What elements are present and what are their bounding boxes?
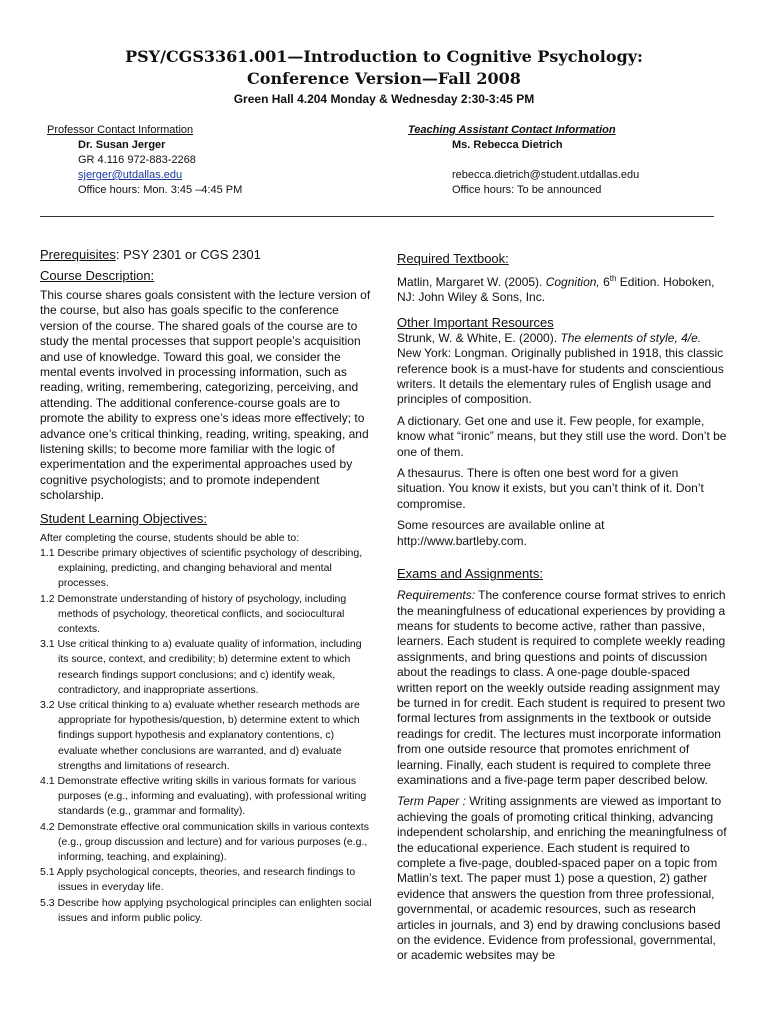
- objective-item: 5.3 Describe how applying psychological principles can enlighten social issues and inform public policy.: [40, 896, 372, 924]
- online-resources: Some resources are available online at http://www.bartleby.com.: [397, 518, 605, 548]
- objective-item: 5.1 Apply psychological concepts, theories, and research findings to issues in everyday life.: [40, 866, 356, 894]
- ta-email: rebecca.dietrich@student.utdallas.edu: [452, 169, 640, 181]
- requirements-label: Requirements:: [397, 588, 476, 603]
- objective-item: 1.2 Demonstrate understanding of history of psychology, including methods of psychology, theoretical conflicts, and sociocultural contexts.: [40, 592, 347, 635]
- class-location: Green Hall 4.204 Monday & Wednesday 2:30-3:45 PM: [233, 92, 535, 106]
- course-description-heading: Course Description:: [40, 268, 155, 283]
- ta-contact: [408, 123, 728, 198]
- ta-heading: Teaching Assistant Contact Information: [408, 124, 616, 136]
- objective-item: 4.2 Demonstrate effective oral communication skills in various contexts (e.g., group discussion and lecture) and for various purposes (e.g., informing, teaching, and explaining).: [40, 820, 369, 863]
- objective-item: 3.1 Use critical thinking to a) evaluate quality of information, including its source, context, and credibility; b) determine extent to which research findings support conclusions; and c) identify weak, contradictory, and inappropriate assertions.: [40, 638, 362, 696]
- prereq-label: Prerequisites: [40, 247, 116, 262]
- dictionary-note: A dictionary. Get one and use it. Few people, for example, know what “ironic” means, but they still use the word. Don’t be one of them.: [397, 413, 727, 459]
- professor-email-link[interactable]: sjerger@utdallas.edu: [78, 169, 183, 181]
- right-column: [397, 250, 727, 964]
- requirements-text: [397, 588, 727, 788]
- professor-office: GR 4.116 972-883-2268: [78, 154, 196, 166]
- professor-heading: Professor Contact Information: [47, 124, 194, 136]
- objective-item: 1.1 Describe primary objectives of scientific psychology of describing, explaining, predicting, and changing behavioral and mental processes.: [40, 546, 363, 590]
- strunk-author: Strunk, W. & White, E. (2000).: [397, 330, 561, 345]
- prereq-value: : PSY 2301 or CGS 2301: [115, 247, 261, 262]
- strunk-description: New York: Longman. Originally published in 1918, this classic reference book is a must-have for students and conscientious writers. It details the elementary rules of English usage and principles of composition.: [397, 346, 724, 407]
- left-column: [40, 246, 372, 926]
- title-line-2: Conference Version—Fall 2008: [247, 69, 521, 88]
- course-description-text: This course shares goals consistent with the lecture version of the course, but also has goals specific to the conference version of the course. The shared goals of the course are to study the mental processes that support people’s acquisition and use of knowledge. Toward this goal, we consider the mental events involved in processing information, such as reading, writing, remembering, categorizing, perceiving, and attending. The additional conference-course goals are to promote the ability to express one’s ideas more effectively; to advance one’s critical thinking, reading, writing, speaking, and listening skills; to become more familiar with the logic of experimentation and the experimental approaches used by cognitive psychologists; and to promote independent scholarship.: [40, 288, 371, 503]
- professor-hours: Office hours: Mon. 3:45 –4:45 PM: [78, 184, 243, 196]
- objectives-intro: After completing the course, students should be able to:: [40, 531, 300, 544]
- textbook-author: Matlin, Margaret W. (2005).: [397, 275, 546, 289]
- textbook-edition-suffix: th: [609, 274, 617, 283]
- prerequisites: [40, 246, 372, 263]
- strunk-citation: [397, 331, 727, 408]
- professor-name: Dr. Susan Jerger: [78, 139, 166, 151]
- textbook-citation: [397, 275, 727, 306]
- textbook-heading: Required Textbook:: [397, 251, 509, 266]
- textbook-title: Cognition,: [545, 275, 600, 289]
- textbook-edition-number: 6: [599, 275, 610, 289]
- objective-item: 3.2 Use critical thinking to a) evaluate whether research methods are appropriate for hypothesis/question, b) determine extent to which findings support hypothesis and explanatory contentions, c) evaluate whether conclusions are warranted, and d) evaluate strengths and limitations of research.: [40, 698, 360, 772]
- thesaurus-note: A thesaurus. There is often one best word for a given situation. You know it exists, but you can’t think of it. Don’t compromise.: [397, 466, 704, 511]
- professor-contact: [47, 123, 367, 198]
- title-line-1: PSY/CGS3361.001—Introduction to Cognitive Psychology:: [125, 47, 643, 66]
- exams-heading: Exams and Assignments:: [397, 566, 543, 582]
- strunk-title: The elements of style, 4/e.: [560, 330, 702, 345]
- page-title: [0, 46, 768, 90]
- ta-name: Ms. Rebecca Dietrich: [452, 139, 563, 151]
- term-paper-label: Term Paper :: [397, 794, 466, 809]
- textbook-publisher: Edition. Hoboken, NJ: John Wiley & Sons, Inc.: [397, 275, 715, 305]
- objective-item: 4.1 Demonstrate effective writing skills in various formats for various purposes (e.g., informing and evaluating), with professional writing standards (e.g., grammar and formality).: [40, 774, 367, 818]
- objectives-heading: Student Learning Objectives:: [40, 510, 207, 526]
- term-paper-text: [397, 794, 727, 963]
- requirements-body: The conference course format strives to enrich the meaningfulness of educational experiences by providing a means for students to become active, rather than passive, learners. Each student is required to complete weekly reading assignments, and bring questions and points of discussion about the readings to class. A one-page double-spaced written report on the weekly outside reading assignment may be turned in for credit. Each student is required to present two formal lectures from assignments in the textbook or outside readings for credit. The lectures must incorporate information from one outside resource that promotes enrichment of learning. Finally, each student is required to complete three examinations and a five-page term paper described below.: [397, 588, 726, 787]
- divider: [40, 216, 714, 217]
- resources-heading: Other Important Resources: [397, 314, 554, 330]
- term-paper-body: Writing assignments are viewed as important to achieving the goals of promoting critical thinking, advancing independent scholarship, and enriching the meaningfulness of the educational experience. Each student is required to complete a five-page, doubled-spaced paper on a topic from Matlin’s text. The paper must 1) pose a question, 2) gather evidence that answers the question from three professional, governmental, or academic resources, such as research articles in journals, and 3) end by drawing conclusions based on the evidence. Evidence from professional, governmental, or academic websites may be: [397, 794, 727, 963]
- ta-hours: Office hours: To be announced: [452, 184, 602, 196]
- objectives-list: [40, 531, 372, 926]
